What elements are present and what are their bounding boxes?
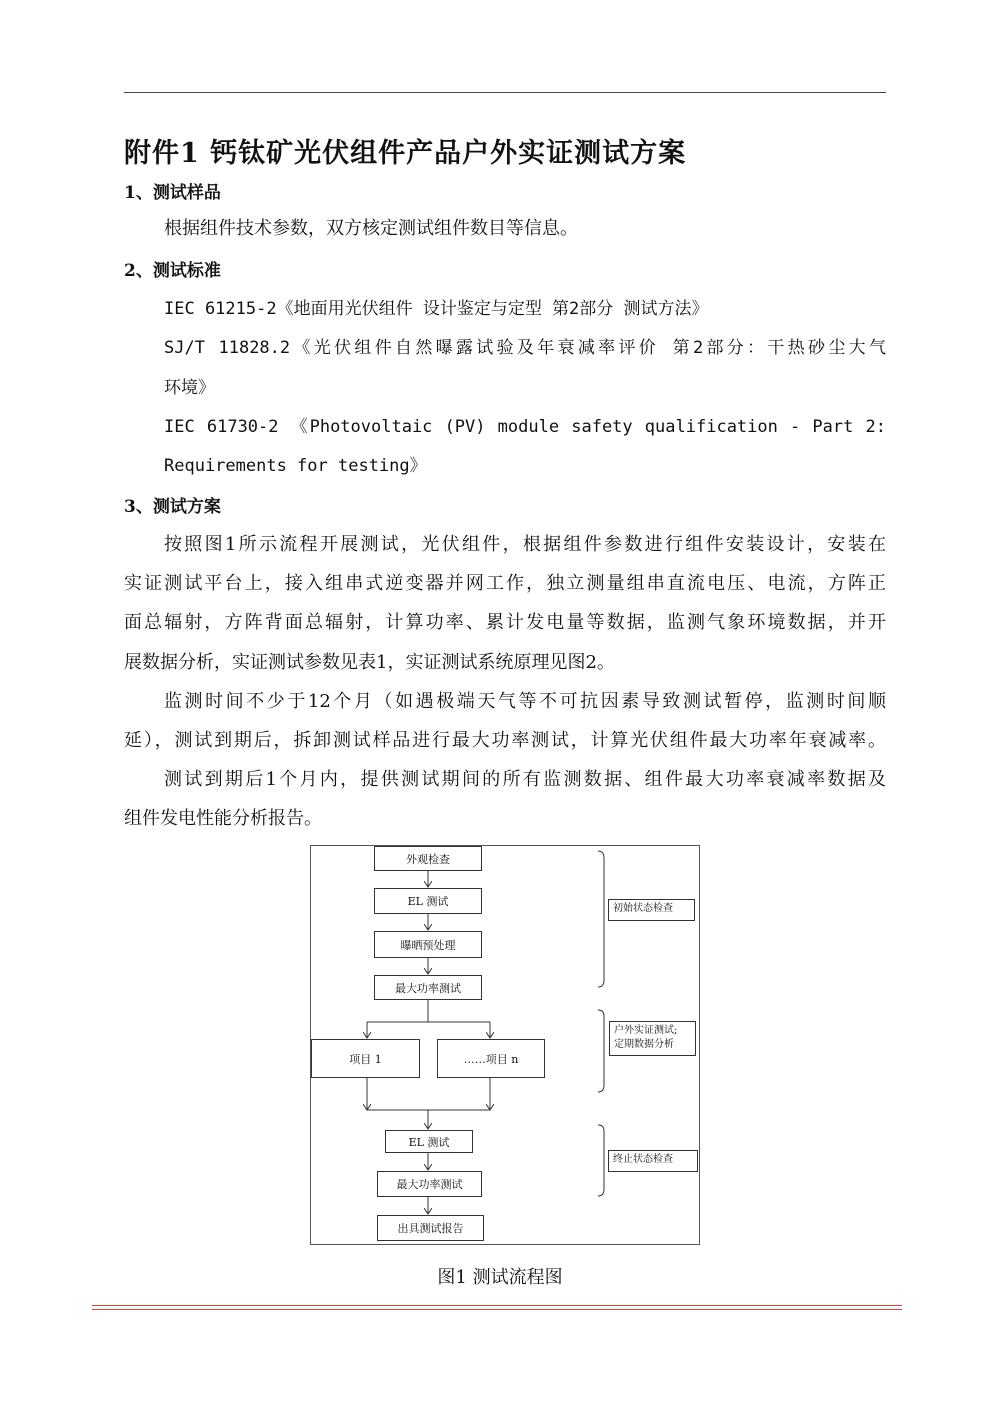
- section1-heading: 1、测试样品: [124, 183, 221, 203]
- standard-iec-61215: IEC 61215-2《地面用光伏组件 设计鉴定与定型 第2部分 测试方法》: [164, 299, 709, 319]
- para1-line2: 实证测试平台上，接入组串式逆变器并网工作，独立测量组串直流电压、电流，方阵正: [124, 573, 886, 594]
- step-max-power-final: 最大功率测试: [377, 1171, 482, 1197]
- para1-line4: 展数据分析，实证测试参数见表1，实证测试系统原理见图2。: [124, 652, 615, 673]
- footer-rule-bottom: [92, 1309, 902, 1310]
- para3-line1: 测试到期后1个月内，提供测试期间的所有监测数据、组件最大功率衰减率数据及: [164, 769, 886, 790]
- step-item-n: ……项目 n: [437, 1039, 545, 1078]
- section1-text: 根据组件技术参数，双方核定测试组件数目等信息。: [164, 218, 578, 239]
- step-max-power-initial: 最大功率测试: [374, 975, 482, 1000]
- step-item-1: 项目 1: [311, 1039, 420, 1078]
- para2-line2: 延），测试到期后，拆卸测试样品进行最大功率测试，计算光伏组件最大功率年衰减率。: [124, 730, 886, 751]
- para1-line3: 面总辐射，方阵背面总辐射，计算功率、累计发电量等数据，监测气象环境数据，并开: [124, 612, 886, 633]
- standard-sjt-11828-line2: 环境》: [164, 378, 215, 398]
- step-issue-report: 出具测试报告: [377, 1215, 484, 1241]
- standard-sjt-11828-line1: SJ/T 11828.2《光伏组件自然曝露试验及年衰减率评价 第2部分：干热砂尘大气: [164, 338, 886, 358]
- label-initial-state-check: 初始状态检查: [608, 899, 695, 921]
- step-preconditioning: 曝晒预处理: [374, 931, 482, 958]
- step-el-test-final: EL 测试: [385, 1130, 473, 1153]
- figure-caption: 图1 测试流程图: [437, 1267, 563, 1288]
- para1-line1: 按照图1所示流程开展测试，光伏组件，根据组件参数进行组件安装设计，安装在: [164, 534, 886, 555]
- para2-line1: 监测时间不少于12个月（如遇极端天气等不可抗因素导致测试暂停，监测时间顺: [164, 691, 886, 712]
- document-title: 附件1 钙钛矿光伏组件产品户外实证测试方案: [124, 138, 687, 169]
- para3-line2: 组件发电性能分析报告。: [124, 808, 322, 829]
- label-final-state-check: 终止状态检查: [608, 1150, 698, 1172]
- standard-iec-61730-line1: IEC 61730-2 《Photovoltaic (PV) module safety qualification - Part 2:: [164, 417, 886, 437]
- step-el-test-initial: EL 测试: [374, 888, 482, 914]
- section2-heading: 2、测试标准: [124, 261, 221, 281]
- step-appearance-check: 外观检查: [374, 846, 482, 871]
- section3-heading: 3、测试方案: [124, 497, 221, 517]
- footer-rule-top: [92, 1305, 902, 1306]
- standard-iec-61730-line2: Requirements for testing》: [164, 456, 427, 476]
- label-outdoor-field-test: 户外实证测试; 定期数据分析: [609, 1021, 696, 1056]
- header-rule: [124, 92, 886, 93]
